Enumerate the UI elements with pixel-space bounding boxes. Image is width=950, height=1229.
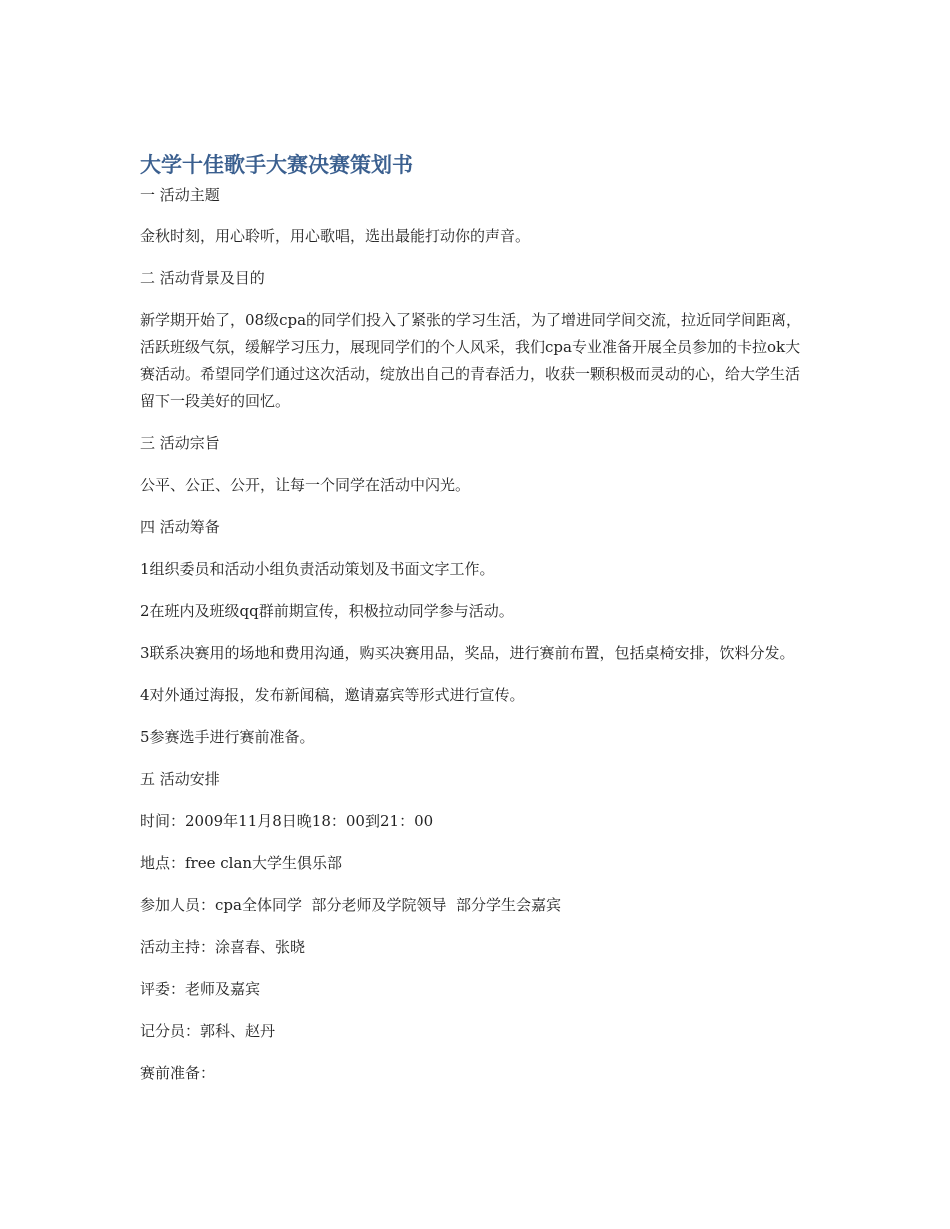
paragraph-theme: 金秋时刻，用心聆听，用心歌唱，选出最能打动你的声音。 [140,227,531,245]
paragraph-purpose: 公平、公正、公开，让每一个同学在活动中闪光。 [140,476,471,494]
paragraph-background: 新学期开始了，08级cpa的同学们投入了紧张的学习生活，为了增进同学间交流，拉近同学间距离，活跃班级气氛，缓解学习压力，展现同学们的个人风采，我们cpa专业准备开展全员参加的卡拉ok大赛活动。希望同学们通过这次活动，绽放出自己的青春活力，收获一颗积极而灵动的心，给大学生活留下一段美好的回忆。 [140,311,802,410]
list-item-preparation-2: 2在班内及班级qq群前期宣传，积极拉动同学参与活动。 [140,602,514,620]
list-item-preparation-5: 5参赛选手进行赛前准备。 [140,728,315,746]
schedule-hosts: 活动主持：涂喜春、张晓 [140,938,306,956]
section-heading-theme: 一 活动主题 [140,186,220,204]
schedule-judges: 评委：老师及嘉宾 [140,980,261,998]
section-heading-schedule: 五 活动安排 [140,770,220,788]
list-item-preparation-3: 3联系决赛用的场地和费用沟通，购买决赛用品，奖品，进行赛前布置，包括桌椅安排，饮料分发。 [140,644,795,662]
list-item-preparation-4: 4对外通过海报，发布新闻稿，邀请嘉宾等形式进行宣传。 [140,686,525,704]
schedule-participants: 参加人员：cpa全体同学 部分老师及学院领导 部分学生会嘉宾 [140,896,562,914]
schedule-pre-event-preparation: 赛前准备： [140,1064,216,1082]
schedule-location: 地点：free clan大学生俱乐部 [140,854,343,872]
list-item-preparation-1: 1组织委员和活动小组负责活动策划及书面文字工作。 [140,560,495,578]
schedule-scorekeepers: 记分员：郭科、赵丹 [140,1022,276,1040]
section-heading-background: 二 活动背景及目的 [140,269,265,287]
document-title: 大学十佳歌手大赛决赛策划书 [140,153,413,177]
schedule-time: 时间：2009年11月8日晚18：00到21：00 [140,812,434,830]
document-body [140,148,812,1102]
section-heading-preparation: 四 活动筹备 [140,518,220,536]
section-heading-purpose: 三 活动宗旨 [140,434,220,452]
